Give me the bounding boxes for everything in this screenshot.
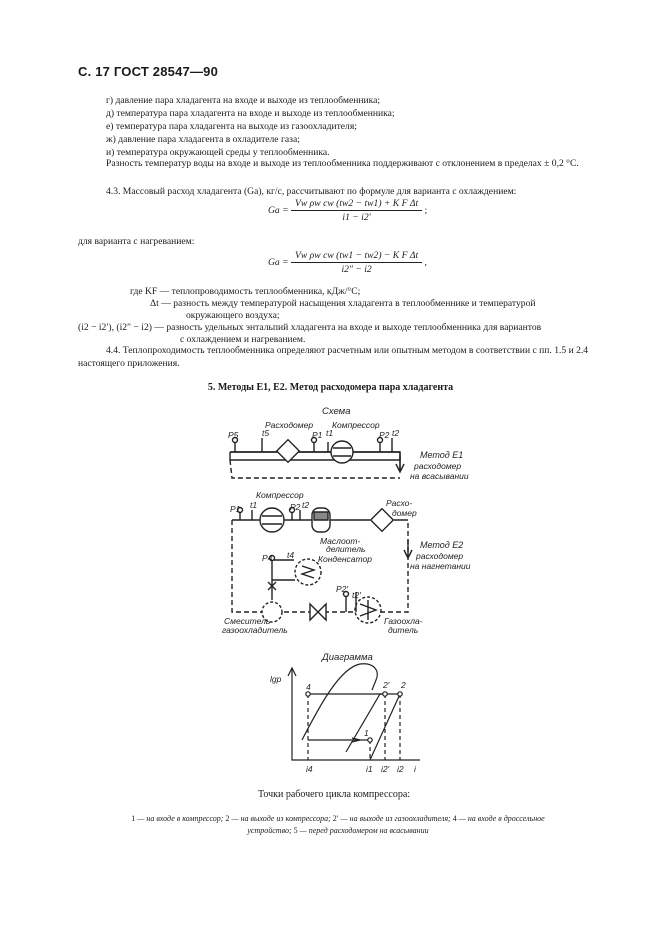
list-item: е) температура пара хладагента на выходе из газоохладителя; (106, 121, 357, 132)
label-p2b: P2′ (336, 584, 348, 594)
paragraph-difference: Разность температур воды на входе и выходе из теплообменника поддерживают с отклонением в пределах ± 0,2 °С. (106, 158, 579, 169)
legend-text: устройство; (247, 826, 294, 835)
list-item: г) давление пара хладагента на входе и выходе из теплообменника; (106, 95, 381, 106)
diagram-xaxis: i (414, 764, 416, 774)
legend-num: 2′ (332, 814, 339, 823)
legend-num: 4 (452, 814, 457, 823)
diagram-caption: Точки рабочего цикла компрессора: (258, 789, 411, 800)
label-separator-b: делитель (326, 544, 366, 554)
label-method-e2-sub1: расходомер (416, 551, 464, 561)
formula-tail: ; (424, 205, 428, 216)
formula-tail: , (424, 257, 427, 268)
page-header: С. 17 ГОСТ 28547—90 (78, 64, 219, 79)
label-t2: t2 (392, 428, 400, 438)
label-p1-2: P1 (230, 504, 241, 514)
legend-num: 1 (131, 814, 136, 823)
legend-num: 5 (293, 826, 298, 835)
label-t4: t4 (287, 550, 295, 560)
formula-lhs: Gа = (268, 205, 289, 216)
list-item: и) температура окружающей среды у теплообменника. (106, 147, 330, 158)
heating-intro: для варианта с нагреванием: (78, 236, 195, 247)
label-p5: P5 (228, 430, 239, 440)
label-flowmeter: Расходомер (265, 420, 314, 430)
legend-text: — на выходе из компрессора; (229, 814, 333, 823)
label-gascooler-b: дитель (388, 625, 419, 635)
paragraph-4-3: 4.3. Массовый расход хладагента (Gа), кг/с, рассчитывают по формуле для варианта с охлаждением: (106, 186, 517, 197)
formula-denominator: i1 − i2′ (342, 212, 371, 223)
label-t1-2: t1 (250, 500, 258, 510)
label-mixer-b: газоохладитель (222, 625, 288, 635)
legend-text: — перед расходомером на всасывании (297, 826, 429, 835)
label-mixer-a: Смеситель (224, 616, 271, 626)
label-t5: t5 (262, 428, 270, 438)
label-separator-a: Маслоот- (320, 536, 361, 546)
list-item: ж) давление пара хладагента в охладителе газа; (106, 134, 300, 145)
diagram-point-1: 1 (364, 728, 369, 738)
formula-numerator: Vw ρw cw (tw2 − tw1) + K F Δt (291, 198, 422, 211)
label-method-e2: Метод Е2 (420, 540, 464, 550)
label-method-e1: Метод Е1 (420, 450, 464, 460)
formula-heating (268, 250, 427, 275)
label-compressor: Компрессор (332, 420, 380, 430)
formula-denominator: i2″ − i2 (341, 264, 372, 275)
label-p2-2: P2 (290, 502, 301, 512)
diagram-x-i4: i4 (306, 764, 313, 774)
list-item: д) температура пара хладагента на входе и выходе из теплообменника; (106, 108, 395, 119)
diagram-title: Диаграмма (322, 652, 373, 663)
legend-text: — на входе в дроссельное (456, 814, 545, 823)
refrigerant-scheme (0, 400, 661, 645)
label-method-e1-sub2: на всасывании (410, 471, 469, 481)
label-method-e1-sub1: расходомер (414, 461, 462, 471)
diagram-x-i2b: i2′ (381, 764, 390, 774)
scheme-title: Схема (322, 406, 351, 417)
label-p4: P4 (262, 553, 273, 563)
legend-num: 2 (225, 814, 230, 823)
diagram-legend (78, 813, 598, 837)
where-dt: Δt — разность между температурой насыщения хладагента в теплообменнике и температурой (150, 298, 536, 309)
label-compressor-2: Компрессор (256, 490, 304, 500)
label-flowmeter-2a: Расхо- (386, 498, 413, 508)
diagram-yaxis: lgp (270, 674, 282, 684)
label-method-e2-sub2: на нагнетании (410, 561, 471, 571)
where-dt-cont: окружающего воздуха; (186, 310, 280, 321)
diagram-point-2: 2 (401, 680, 406, 690)
where-enthalpy-cont: с охлаждением и нагреванием. (180, 334, 306, 345)
diagram-point-2b: 2′ (383, 680, 390, 690)
label-t2-2: t2 (302, 500, 310, 510)
cycle-diagram (0, 645, 661, 780)
section-title: 5. Методы Е1, Е2. Метод расходомера пара хладагента (207, 382, 454, 393)
where-enthalpy: (i2 − i2′), (i2″ − i2) — разность удельных энтальпий хладагента на входе и выходе теплообменника для вариантов (78, 322, 542, 333)
where-kf: где KF — теплопроводимость теплообменника, кДж/°С; (130, 286, 361, 297)
diagram-point-4: 4 (306, 682, 311, 692)
formula-cooling (268, 198, 427, 223)
legend-text: — на выходе из газоохладителя; (338, 814, 453, 823)
label-condenser: Конденсатор (318, 554, 372, 564)
label-p2: P2 (379, 430, 390, 440)
formula-fraction (291, 250, 422, 275)
formula-lhs: Gа = (268, 257, 289, 268)
label-t2b: t2′ (352, 590, 361, 600)
label-gascooler-a: Газоохла- (384, 616, 423, 626)
formula-numerator: Vw ρw cw (tw1 − tw2) − K F Δt (291, 250, 422, 263)
formula-fraction (291, 198, 422, 223)
label-p1: P1 (312, 430, 323, 440)
label-flowmeter-2b: домер (392, 508, 417, 518)
diagram-x-i1: i1 (366, 764, 373, 774)
label-t1: t1 (326, 428, 334, 438)
legend-text: — на входе в компрессор; (135, 814, 226, 823)
paragraph-4-4: 4.4. Теплопроходимость теплообменника определяют расчетным или опытным методом в соответствии с пп. 1.5 и 2.4 настоящего приложения. (78, 345, 589, 369)
diagram-x-i2: i2 (397, 764, 404, 774)
